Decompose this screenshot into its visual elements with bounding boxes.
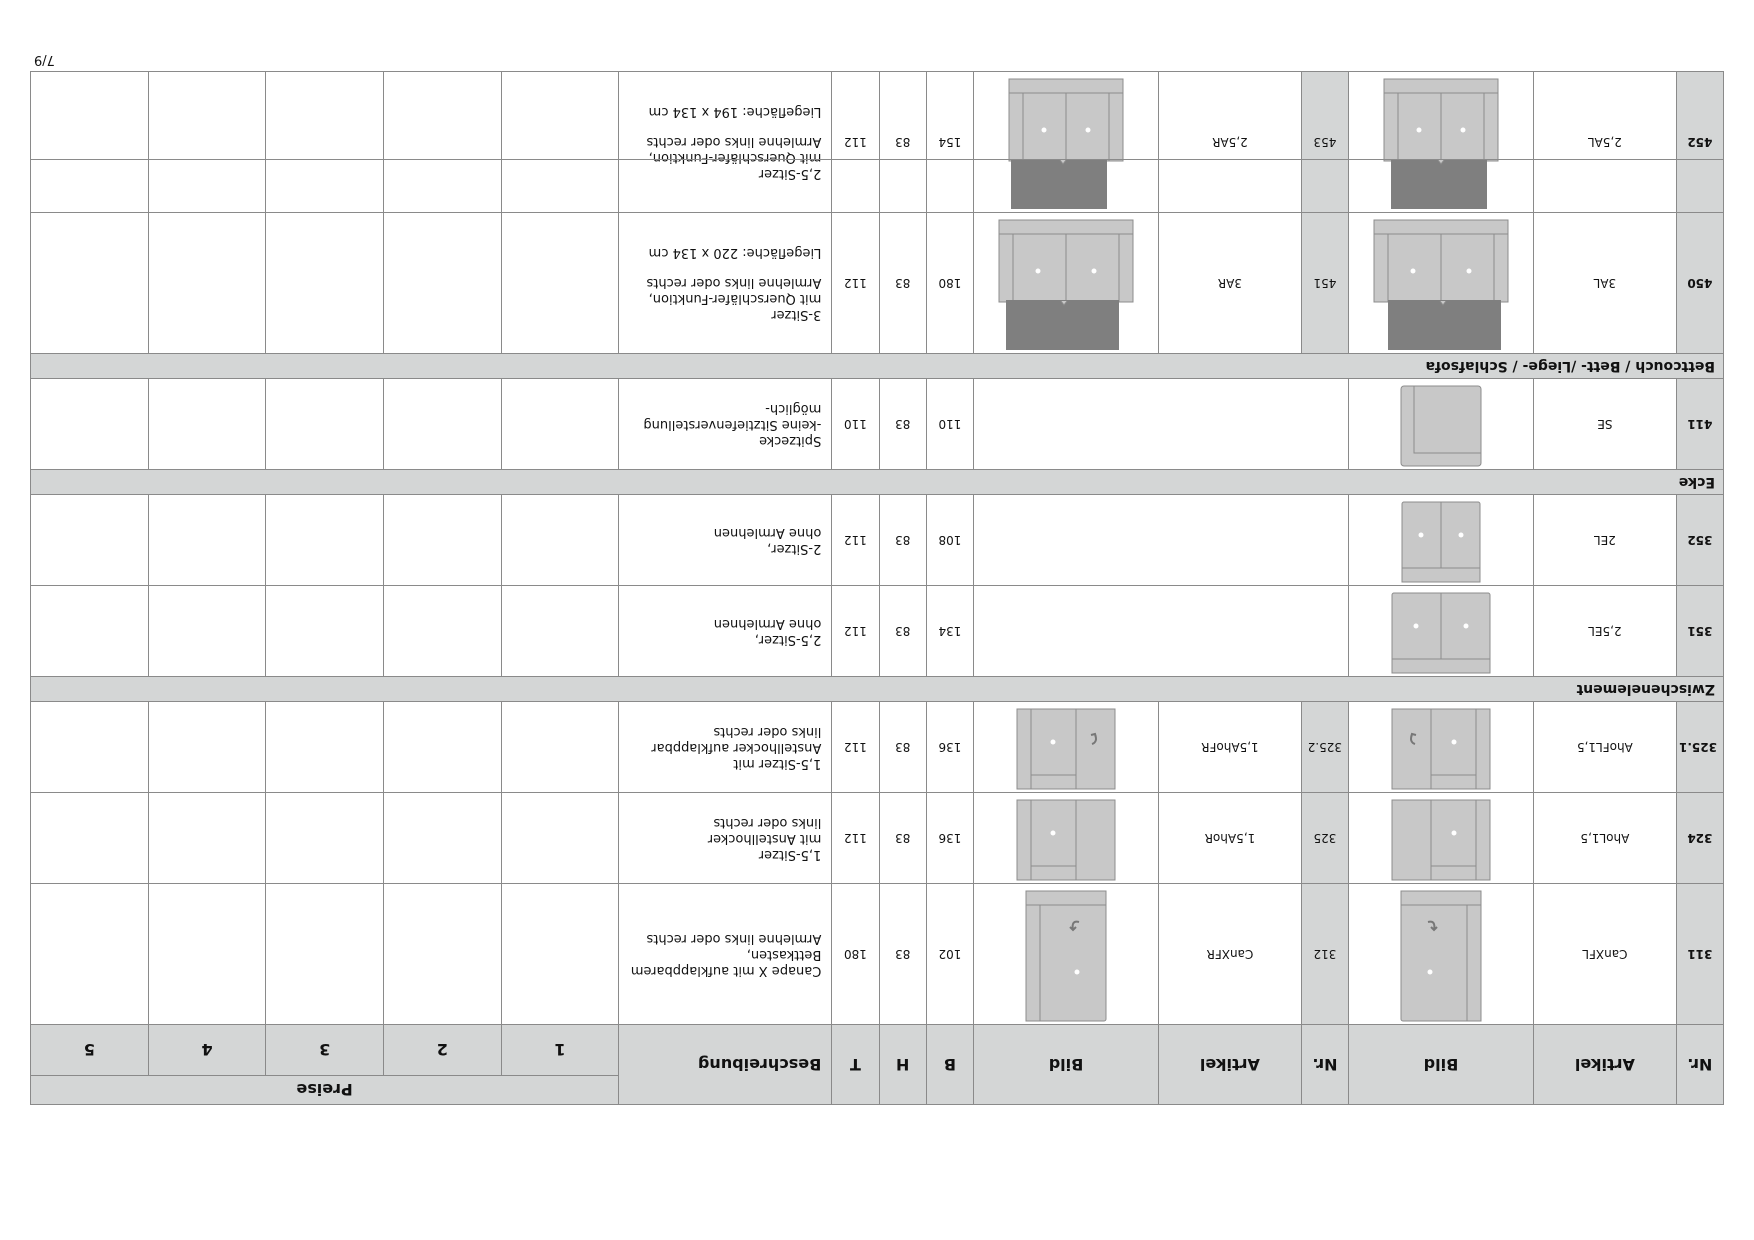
table-row [31,213,1724,354]
price-cell [501,495,619,586]
sofa-bed-3-right-icon [998,219,1134,351]
price-cell [266,702,384,793]
header-artikel: Artikel [1534,1025,1677,1105]
desc-line: möglich- [765,401,822,416]
header-b: B [926,1025,973,1105]
row-description [619,495,832,586]
desc-line: Anstellhocker aufklappbar [651,740,822,755]
price-cell [383,379,501,470]
row-h: 83 [879,793,926,884]
price-cell [501,379,619,470]
row-description [619,702,832,793]
row-h: 83 [879,379,926,470]
section-row-zwischenelement [31,677,1724,702]
desc-line: links oder rechts [713,724,822,739]
row-description [619,72,832,213]
table-row [31,495,1724,586]
row-nr-2: 325 [1301,793,1348,884]
desc-line: ohne Armlehnen [713,525,822,540]
row-artikel: 2EL [1534,495,1677,586]
price-cell [31,72,149,213]
row-t: 112 [832,586,879,677]
price-cell [383,213,501,354]
price-cell [383,702,501,793]
sofa-canape-right-icon [1025,890,1107,1022]
desc-line: Canape X mit aufklappbarem [630,963,822,978]
row-t: 112 [832,495,879,586]
sofa-hocker-fold-left-icon [1349,702,1534,793]
price-cell [501,72,619,213]
header-price-4: 4 [148,1025,266,1076]
section-title: Bettcouch / Bett- /Liege- / Schlafsofa [31,354,1724,379]
row-artikel: 2,5AL [1534,72,1677,213]
price-cell [383,586,501,677]
price-cell [501,884,619,1025]
empty-cell [974,495,1349,586]
desc-line: Spitzecke [759,433,822,448]
sofa-bed-2-5-right-icon [974,72,1159,213]
price-cell [383,884,501,1025]
empty-cell [974,379,1349,470]
row-nr: 452 [1676,72,1723,213]
table-header-row [31,1076,1724,1105]
row-b: 154 [926,72,973,213]
sofa-bed-3-left-icon [1349,213,1534,354]
row-t: 112 [832,702,879,793]
row-b: 108 [926,495,973,586]
sofa-bed-3-right-icon [974,213,1159,354]
row-h: 83 [879,702,926,793]
price-cell [31,495,149,586]
price-cell [148,702,266,793]
price-cell [383,72,501,213]
desc-line: -keine Sitztiefenverstellung [643,417,822,432]
row-nr: 352 [1676,495,1723,586]
row-nr-2: 312 [1301,884,1348,1025]
row-nr-2: 451 [1301,213,1348,354]
sofa-canape-left-icon [1400,890,1482,1022]
row-description [619,793,832,884]
sofa-2-no-arms-icon [1401,501,1481,583]
product-table-wrapper [30,71,1724,1105]
sofa-canape-right-icon [974,884,1159,1025]
header-price-2: 2 [383,1025,501,1076]
price-cell [266,72,384,213]
header-artikel-2: Artikel [1159,1025,1302,1105]
row-description [619,379,832,470]
header-price-3: 3 [266,1025,384,1076]
header-beschreibung: Beschreibung [619,1025,832,1105]
price-cell [148,379,266,470]
price-cell [501,586,619,677]
top-divider-line [30,159,1724,160]
header-price-5: 5 [31,1025,149,1076]
header-t: T [832,1025,879,1105]
desc-line: 3-Sitzer [771,307,822,322]
row-artikel-2: CanXFR [1159,884,1302,1025]
row-b: 180 [926,213,973,354]
empty-cell [974,586,1349,677]
row-h: 83 [879,72,926,213]
row-b: 136 [926,793,973,884]
row-artikel-2: 2,5AR [1159,72,1302,213]
row-artikel: 2,5EL [1534,586,1677,677]
page-number: 7/9 [34,52,55,67]
row-h: 83 [879,495,926,586]
desc-line: Armlehne links oder rechts [646,931,822,946]
desc-spacer [625,260,821,274]
table-row [31,72,1724,213]
price-cell [148,884,266,1025]
desc-line: Liegefläche: 194 x 134 cm [648,104,822,119]
desc-line: Armlehne links oder rechts [646,275,822,290]
section-title: Ecke [31,470,1724,495]
sofa-2-5-no-arms-icon [1391,592,1491,674]
sofa-2-no-arms-icon [1349,495,1534,586]
desc-line: mit Querschläfer-Funktion, [648,150,822,165]
row-nr-2: 453 [1301,72,1348,213]
header-bild: Bild [1349,1025,1534,1105]
sofa-bed-2-5-right-icon [1008,78,1124,210]
header-preise: Preise [31,1076,619,1105]
row-artikel: 3AL [1534,213,1677,354]
price-cell [501,702,619,793]
price-cell [501,793,619,884]
row-h: 83 [879,884,926,1025]
row-h: 83 [879,213,926,354]
price-cell [266,586,384,677]
desc-spacer [625,119,821,133]
header-price-1: 1 [501,1025,619,1076]
row-description [619,586,832,677]
table-row [31,793,1724,884]
row-h: 83 [879,586,926,677]
row-nr: 325.1 [1676,702,1723,793]
sofa-hocker-fold-right-icon [974,702,1159,793]
price-cell [383,495,501,586]
sofa-bed-2-5-left-icon [1383,78,1499,210]
row-t: 110 [832,379,879,470]
desc-line: mit Anstellhocker [707,831,822,846]
product-table [30,71,1724,1105]
row-b: 134 [926,586,973,677]
row-artikel-2: 1,5AhoFR [1159,702,1302,793]
table-row [31,586,1724,677]
price-cell [383,793,501,884]
price-cell [31,213,149,354]
sofa-hocker-fold-right-icon [1016,708,1116,790]
row-t: 112 [832,213,879,354]
table-row [31,379,1724,470]
row-nr: 324 [1676,793,1723,884]
header-bild-2: Bild [974,1025,1159,1105]
sofa-hocker-left-icon [1349,793,1534,884]
row-nr-2: 325.2 [1301,702,1348,793]
price-cell [31,379,149,470]
row-artikel-2: 3AR [1159,213,1302,354]
desc-line: 2,5-Sitzer [758,166,822,181]
row-description [619,884,832,1025]
row-b: 136 [926,702,973,793]
sofa-2-5-no-arms-icon [1349,586,1534,677]
row-nr: 351 [1676,586,1723,677]
sofa-hocker-right-icon [974,793,1159,884]
section-row-ecke [31,470,1724,495]
desc-line: 2,5-Sitzer, [754,632,822,647]
header-nr: Nr. [1676,1025,1723,1105]
desc-line: Armlehne links oder rechts [646,134,822,149]
price-cell [148,72,266,213]
row-nr: 450 [1676,213,1723,354]
table-row [31,702,1724,793]
price-cell [501,213,619,354]
section-row-bettcouch [31,354,1724,379]
row-b: 102 [926,884,973,1025]
price-cell [266,379,384,470]
row-t: 112 [832,793,879,884]
desc-line: 1,5-Sitzer [758,847,822,862]
sofa-bed-2-5-left-icon [1349,72,1534,213]
price-cell [266,793,384,884]
row-b: 110 [926,379,973,470]
row-artikel: AhoL1,5 [1534,793,1677,884]
row-nr: 311 [1676,884,1723,1025]
sofa-hocker-right-icon [1016,799,1116,881]
sofa-hocker-fold-left-icon [1391,708,1491,790]
row-artikel: SE [1534,379,1677,470]
price-cell [148,213,266,354]
header-h: H [879,1025,926,1105]
price-cell [148,586,266,677]
row-artikel-2: 1,5AhoR [1159,793,1302,884]
price-cell [31,793,149,884]
price-cell [31,586,149,677]
row-t: 180 [832,884,879,1025]
price-cell [148,793,266,884]
sofa-bed-3-left-icon [1373,219,1509,351]
row-nr: 411 [1676,379,1723,470]
row-description [619,213,832,354]
price-cell [31,884,149,1025]
desc-line: ohne Armlehnen [713,616,822,631]
desc-line: Bettkasten, [746,947,822,962]
table-row [31,884,1724,1025]
row-artikel: AhoFL1,5 [1534,702,1677,793]
sofa-hocker-left-icon [1391,799,1491,881]
section-title: Zwischenelement [31,677,1724,702]
row-artikel: CanXFL [1534,884,1677,1025]
price-cell [148,495,266,586]
sofa-canape-left-icon [1349,884,1534,1025]
desc-line: mit Querschläfer-Funktion, [648,291,822,306]
price-cell [31,702,149,793]
price-cell [266,884,384,1025]
desc-line: Liegefläche: 220 x 134 cm [648,245,822,260]
desc-line: 1,5-Sitzer mit [733,756,822,771]
corner-element-icon [1400,385,1482,467]
price-cell [266,495,384,586]
row-t: 112 [832,72,879,213]
corner-element-icon [1349,379,1534,470]
header-nr-2: Nr. [1301,1025,1348,1105]
desc-line: links oder rechts [713,815,822,830]
desc-line: 2-Sitzer, [767,541,822,556]
price-cell [266,213,384,354]
